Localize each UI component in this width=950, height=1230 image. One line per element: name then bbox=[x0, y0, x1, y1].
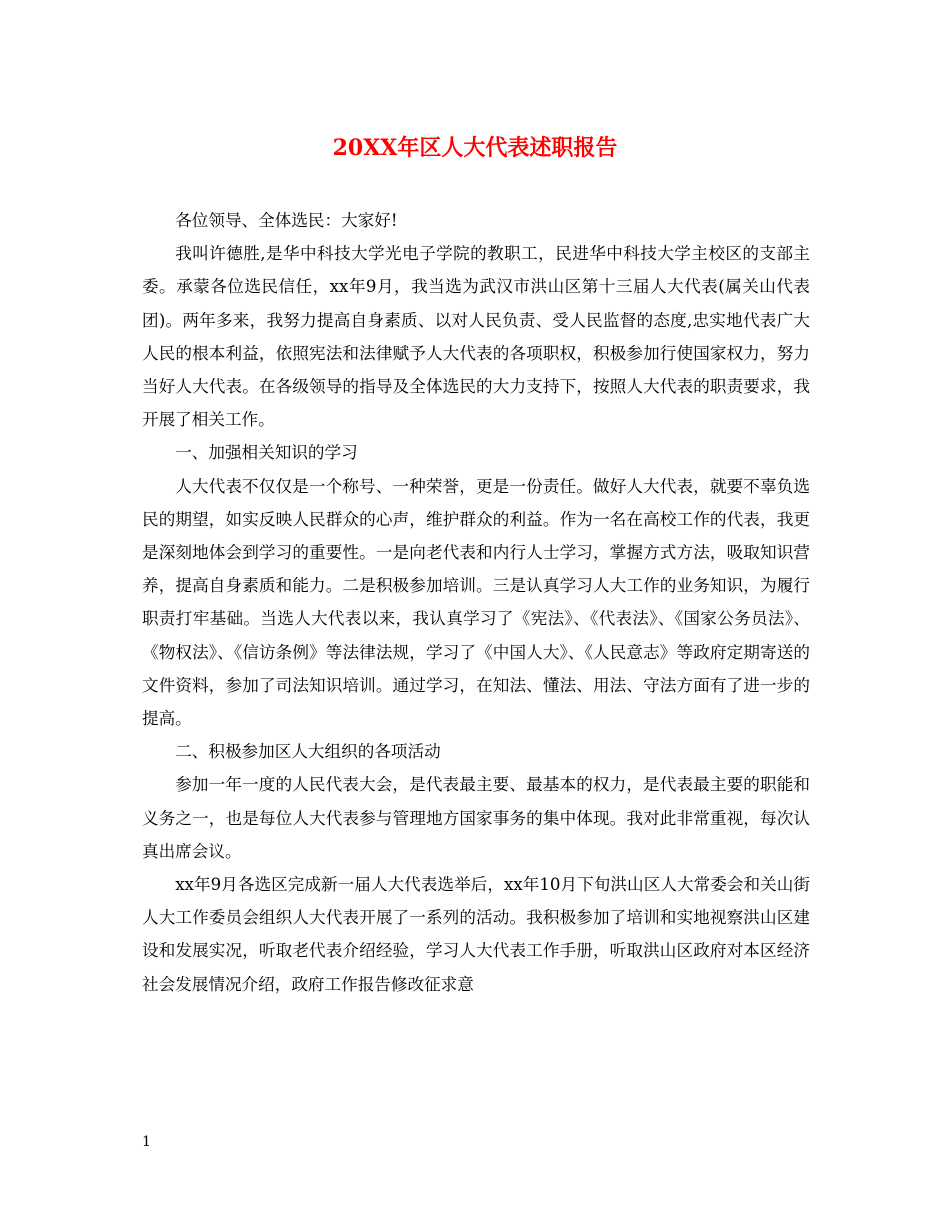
section-2-paragraph-1: 参加一年一度的人民代表大会，是代表最主要、最基本的权力，是代表最主要的职能和义务之一，也是每位人大代表参与管理地方国家事务的集中体现。我对此非常重视，每次认真出席会议。 bbox=[142, 775, 810, 861]
section-heading-2: 二、积极参加区人大组织的各项活动 bbox=[175, 742, 441, 762]
section-2-paragraph-2: xx年9月各选区完成新一届人大代表选举后，xx年10月下旬洪山区人大常委会和关山街人大工作委员会组织人大代表开展了一系列的活动。我积极参加了培训和实地视察洪山区建设和发展实况，听取老代表介绍经验，学习人大代表工作手册，听取洪山区政府对本区经济社会发展情况介绍，政府工作报告修改征求意 bbox=[142, 875, 810, 994]
section-heading-1: 一、加强相关知识的学习 bbox=[175, 443, 358, 463]
intro-paragraph: 我叫许德胜,是华中科技大学光电子学院的教职工，民进华中科技大学主校区的支部主委。承蒙各位选民信任，xx年9月，我当选为武汉市洪山区第十三届人大代表(属关山代表团)。两年多来，我努力提高自身素质、以对人民负责、受人民监督的态度,忠实地代表广大人民的根本利益，依照宪法和法律赋予人大代表的各项职权，积极参加行使国家权力，努力当好人大代表。在各级领导的指导及全体选民的大力支持下，按照人大代表的职责要求，我开展了相关工作。 bbox=[142, 244, 810, 430]
document-body bbox=[142, 204, 810, 1001]
greeting-paragraph: 各位领导、全体选民：大家好! bbox=[175, 211, 398, 230]
page-number: 1 bbox=[142, 1134, 151, 1150]
document-title: 20XX年区人大代表述职报告 bbox=[332, 135, 618, 161]
section-1-paragraph: 人大代表不仅仅是一个称号、一种荣誉，更是一份责任。做好人大代表，就要不辜负选民的期望，如实反映人民群众的心声，维护群众的利益。作为一名在高校工作的代表，我更是深刻地体会到学习的重要性。一是向老代表和内行人士学习，掌握方式方法，吸取知识营养，提高自身素质和能力。二是积极参加培训。三是认真学习人大工作的业务知识，为履行职责打牢基础。当选人大代表以来，我认真学习了《宪法》、《代表法》、《国家公务员法》、《物权法》、《信访条例》等法律法规，学习了《中国人大》、《人民意志》等政府定期寄送的文件资料，参加了司法知识培训。通过学习，在知法、懂法、用法、守法方面有了进一步的提高。 bbox=[142, 476, 810, 729]
